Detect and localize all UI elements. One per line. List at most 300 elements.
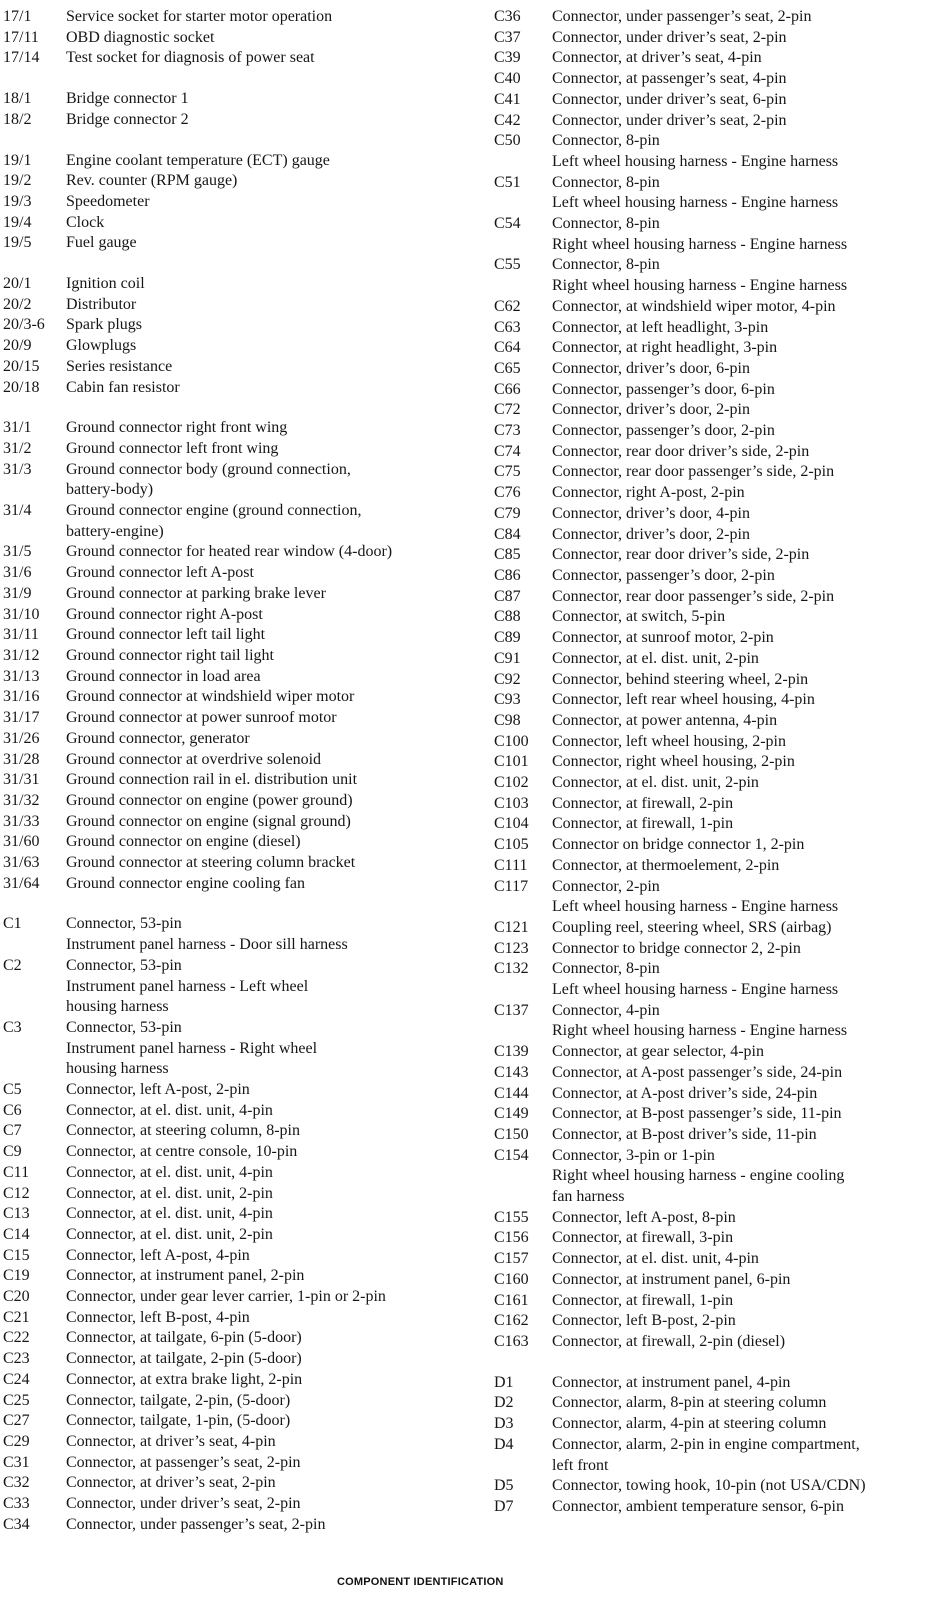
description-line: Right wheel housing harness - Engine harness	[552, 1022, 848, 1040]
component-row	[3, 28, 473, 49]
component-description	[552, 607, 943, 628]
description-line: battery-body)	[66, 481, 154, 499]
page-footer-title: COMPONENT IDENTIFICATION	[337, 1576, 504, 1588]
description-line: Ground connector on engine (signal ground)	[66, 812, 351, 830]
description-line: Connector, rear door passenger’s side, 2-pin	[552, 463, 835, 481]
description-line: Ground connector left tail light	[66, 626, 266, 644]
component-code: C137	[494, 1001, 529, 1019]
description-line: Distributor	[66, 295, 137, 313]
component-description	[66, 625, 473, 646]
component-code: C54	[494, 215, 521, 233]
description-line: housing harness	[66, 1060, 169, 1078]
component-row	[494, 732, 943, 753]
component-code: 31/1	[3, 419, 32, 437]
component-code: D7	[494, 1497, 514, 1515]
description-line: Right wheel housing harness - Engine harness	[552, 235, 848, 253]
description-line: Ground connector for heated rear window (4-door)	[66, 543, 393, 561]
description-line: Glowplugs	[66, 337, 137, 355]
component-code: D3	[494, 1415, 514, 1433]
component-row	[494, 297, 943, 318]
description-line: Connector, under driver’s seat, 2-pin	[66, 1495, 301, 1513]
component-description	[66, 501, 473, 542]
component-code: D2	[494, 1394, 514, 1412]
component-group	[494, 7, 943, 1353]
description-line: Connector, rear door driver’s side, 2-pin	[552, 442, 810, 460]
component-description	[552, 1104, 943, 1125]
description-line: Connector, left A-post, 2-pin	[66, 1081, 250, 1099]
component-description	[66, 439, 473, 460]
component-code: C34	[3, 1515, 30, 1533]
component-row	[494, 1146, 943, 1208]
component-row	[494, 1208, 943, 1229]
description-line: Connector, at thermoelement, 2-pin	[552, 856, 780, 874]
component-description	[552, 214, 943, 255]
component-row	[494, 318, 943, 339]
component-code: 31/2	[3, 439, 32, 457]
component-description	[66, 357, 473, 378]
description-line: Left wheel housing harness - Engine harness	[552, 152, 839, 170]
component-description	[552, 7, 943, 28]
component-description	[66, 853, 473, 874]
description-line: Connector, 53-pin	[66, 1018, 182, 1036]
component-code: C105	[494, 836, 529, 854]
component-description	[552, 670, 943, 691]
component-code: 31/32	[3, 791, 40, 809]
description-line: Connector, driver’s door, 4-pin	[552, 504, 750, 522]
description-line: Service socket for starter motor operation	[66, 8, 333, 25]
component-row	[494, 1476, 943, 1497]
component-description	[66, 110, 473, 131]
component-row	[494, 918, 943, 939]
component-code: C24	[3, 1370, 30, 1388]
description-line: Ground connector on engine (diesel)	[66, 833, 301, 851]
component-description	[552, 69, 943, 90]
component-description	[66, 1370, 473, 1391]
component-code: C86	[494, 566, 521, 584]
component-row	[3, 151, 473, 172]
description-line: Instrument panel harness - Left wheel	[66, 977, 309, 995]
component-row	[494, 939, 943, 960]
component-row	[3, 1473, 473, 1494]
description-line: Connector, 53-pin	[66, 915, 182, 933]
component-row	[3, 1204, 473, 1225]
component-description	[66, 542, 473, 563]
component-row	[494, 670, 943, 691]
description-line: Connector, right A-post, 2-pin	[552, 484, 745, 502]
component-description	[66, 1494, 473, 1515]
component-description	[552, 525, 943, 546]
component-code: C29	[3, 1433, 30, 1450]
component-group	[3, 914, 473, 1535]
component-code: C154	[494, 1146, 529, 1164]
component-description	[552, 1125, 943, 1146]
description-line: Connector, under driver’s seat, 6-pin	[552, 90, 787, 108]
component-description	[552, 359, 943, 380]
component-code: 31/11	[3, 626, 39, 644]
component-code: C33	[3, 1495, 30, 1513]
component-description	[66, 1432, 473, 1453]
component-row	[3, 7, 473, 28]
description-line: Ground connector at steering column bracket	[66, 854, 356, 872]
component-row	[494, 587, 943, 608]
component-row	[494, 442, 943, 463]
description-line: Connector, at firewall, 2-pin	[552, 794, 734, 812]
component-code: 31/10	[3, 605, 40, 623]
component-code: C75	[494, 463, 521, 481]
description-line: Ground connector left front wing	[66, 439, 279, 457]
component-code: C64	[494, 339, 521, 357]
component-row	[494, 504, 943, 525]
description-line: Ground connector right A-post	[66, 605, 263, 623]
component-row	[494, 1063, 943, 1084]
component-code: C163	[494, 1333, 529, 1350]
component-description	[552, 90, 943, 111]
description-line: Connector, left rear wheel housing, 4-pin	[552, 691, 815, 709]
component-row	[3, 378, 473, 399]
component-code: 31/6	[3, 564, 32, 582]
component-description	[552, 1208, 943, 1229]
component-description	[66, 914, 473, 955]
component-description	[552, 255, 943, 296]
component-row	[494, 1332, 943, 1353]
component-description	[66, 1121, 473, 1142]
component-code: 31/5	[3, 543, 32, 561]
description-line: housing harness	[66, 998, 169, 1016]
component-description	[552, 545, 943, 566]
component-row	[3, 1411, 473, 1432]
component-description	[66, 192, 473, 213]
component-description	[552, 752, 943, 773]
component-code: C40	[494, 70, 521, 88]
component-code: 17/1	[3, 8, 32, 25]
component-description	[552, 566, 943, 587]
component-group	[3, 418, 473, 894]
component-code: C79	[494, 504, 521, 522]
component-code: C149	[494, 1105, 529, 1123]
component-description	[66, 233, 473, 254]
component-description	[66, 315, 473, 336]
component-row	[3, 1163, 473, 1184]
component-description	[66, 1204, 473, 1225]
component-row	[3, 501, 473, 542]
component-row	[3, 646, 473, 667]
component-row	[3, 233, 473, 254]
component-row	[3, 956, 473, 1018]
component-row	[494, 400, 943, 421]
component-description	[66, 1163, 473, 1184]
component-row	[494, 1497, 943, 1518]
description-line: Cabin fan resistor	[66, 378, 180, 396]
component-code: C89	[494, 629, 521, 647]
component-row	[494, 7, 943, 28]
description-line: Connector, ambient temperature sensor, 6-pin	[552, 1497, 844, 1515]
component-code: C84	[494, 525, 521, 543]
component-code: C12	[3, 1184, 30, 1202]
component-description	[552, 380, 943, 401]
component-row	[3, 1349, 473, 1370]
description-line: Connector to bridge connector 2, 2-pin	[552, 939, 801, 957]
component-code: C31	[3, 1453, 30, 1471]
component-description	[66, 646, 473, 667]
description-line: Connector, at instrument panel, 4-pin	[552, 1373, 791, 1391]
component-description	[552, 483, 943, 504]
component-code: C74	[494, 442, 521, 460]
description-line: Connector, 8-pin	[552, 132, 660, 150]
description-line: Connector, at centre console, 10-pin	[66, 1143, 298, 1161]
component-row	[494, 462, 943, 483]
component-row	[494, 690, 943, 711]
component-description	[552, 1497, 943, 1518]
description-line: Ground connector engine cooling fan	[66, 874, 306, 892]
component-row	[494, 28, 943, 49]
component-row	[494, 752, 943, 773]
component-code: C15	[3, 1246, 30, 1264]
component-description	[66, 1246, 473, 1267]
component-code: C88	[494, 608, 521, 626]
component-description	[552, 711, 943, 732]
component-row	[3, 274, 473, 295]
description-line: Rev. counter (RPM gauge)	[66, 172, 238, 190]
component-row	[494, 380, 943, 401]
component-row	[3, 48, 473, 69]
description-line: Connector, passenger’s door, 2-pin	[552, 566, 775, 584]
component-code: C27	[3, 1412, 30, 1430]
component-row	[494, 1270, 943, 1291]
component-code: 19/4	[3, 213, 32, 231]
description-line: Connector, at el. dist. unit, 4-pin	[66, 1163, 273, 1181]
component-row	[494, 773, 943, 794]
component-description	[66, 1225, 473, 1246]
description-line: Connector, driver’s door, 2-pin	[552, 525, 750, 543]
component-code: C85	[494, 546, 521, 564]
component-code: C102	[494, 774, 529, 792]
component-code: C1	[3, 915, 22, 933]
description-line: Ground connector at windshield wiper motor	[66, 688, 355, 706]
description-line: Connector, at passenger’s seat, 4-pin	[552, 70, 787, 88]
component-row	[3, 708, 473, 729]
component-row	[3, 1453, 473, 1474]
description-line: Ground connector at power sunroof motor	[66, 709, 337, 727]
description-line: Connector, at passenger’s seat, 2-pin	[66, 1453, 301, 1471]
component-row	[3, 1246, 473, 1267]
description-line: Connector, 4-pin	[552, 1001, 660, 1019]
component-code: 31/17	[3, 709, 40, 727]
component-code: 31/3	[3, 460, 32, 478]
description-line: Fuel gauge	[66, 234, 137, 252]
component-description	[66, 1142, 473, 1163]
component-code: C19	[3, 1267, 30, 1285]
description-line: Connector, at el. dist. unit, 2-pin	[66, 1225, 273, 1243]
component-description	[552, 1270, 943, 1291]
component-code: D1	[494, 1373, 514, 1391]
component-code: C62	[494, 297, 521, 315]
description-line: Connector, at extra brake light, 2-pin	[66, 1370, 303, 1388]
description-line: Connector, behind steering wheel, 2-pin	[552, 670, 809, 688]
component-list-column-right	[494, 7, 943, 1538]
component-code: 31/26	[3, 729, 40, 747]
description-line: Ground connector at parking brake lever	[66, 584, 326, 602]
description-line: Connector, passenger’s door, 2-pin	[552, 422, 775, 440]
component-row	[3, 1266, 473, 1287]
component-description	[66, 1018, 473, 1080]
component-row	[3, 110, 473, 131]
component-code: C13	[3, 1205, 30, 1223]
component-description	[552, 1146, 943, 1208]
component-row	[494, 1249, 943, 1270]
component-code: C117	[494, 877, 529, 895]
component-row	[3, 542, 473, 563]
component-description	[552, 111, 943, 132]
description-line: Ground connector at overdrive solenoid	[66, 750, 322, 768]
component-description	[66, 1453, 473, 1474]
component-description	[552, 690, 943, 711]
component-row	[494, 711, 943, 732]
component-description	[66, 418, 473, 439]
description-line: Ground connector, generator	[66, 729, 250, 747]
description-line: Left wheel housing harness - Engine harness	[552, 981, 839, 999]
component-row	[494, 814, 943, 835]
component-row	[494, 111, 943, 132]
description-line: Ground connector left A-post	[66, 564, 254, 582]
description-line: Connector, at power antenna, 4-pin	[552, 711, 778, 729]
description-line: Ground connector on engine (power ground)	[66, 791, 353, 809]
component-row	[3, 1225, 473, 1246]
component-code: C36	[494, 8, 521, 25]
component-row	[3, 336, 473, 357]
component-row	[3, 460, 473, 501]
component-code: C111	[494, 856, 528, 874]
description-line: Ground connector right front wing	[66, 419, 288, 437]
component-description	[66, 729, 473, 750]
description-line: Connector, at A-post passenger’s side, 24-pin	[552, 1063, 843, 1081]
component-code: 31/28	[3, 750, 40, 768]
component-code: C101	[494, 753, 529, 771]
component-row	[494, 1084, 943, 1105]
description-line: Connector, at el. dist. unit, 2-pin	[552, 649, 759, 667]
component-description	[552, 1042, 943, 1063]
description-line: Connector, at el. dist. unit, 4-pin	[66, 1205, 273, 1223]
component-description	[66, 687, 473, 708]
description-line: Connector, 8-pin	[552, 215, 660, 233]
component-description	[552, 939, 943, 960]
component-row	[494, 483, 943, 504]
description-line: Connector, at instrument panel, 6-pin	[552, 1270, 791, 1288]
component-description	[552, 1228, 943, 1249]
description-line: Instrument panel harness - Right wheel	[66, 1039, 318, 1057]
component-description	[552, 649, 943, 670]
component-description	[66, 812, 473, 833]
component-code: 20/1	[3, 275, 32, 293]
component-row	[3, 625, 473, 646]
component-description	[66, 213, 473, 234]
component-description	[552, 400, 943, 421]
component-description	[552, 1435, 943, 1476]
component-code: C160	[494, 1270, 529, 1288]
component-row	[494, 649, 943, 670]
component-description	[552, 318, 943, 339]
component-code: 31/16	[3, 688, 40, 706]
component-row	[494, 628, 943, 649]
description-line: Connector, left wheel housing, 2-pin	[552, 732, 786, 750]
component-code: 31/63	[3, 854, 40, 872]
description-line: Connector, at driver’s seat, 4-pin	[66, 1433, 276, 1450]
component-description	[552, 421, 943, 442]
description-line: Bridge connector 1	[66, 90, 189, 108]
component-description	[552, 1311, 943, 1332]
description-line: Engine coolant temperature (ECT) gauge	[66, 151, 330, 169]
component-description	[66, 956, 473, 1018]
component-description	[66, 1266, 473, 1287]
component-row	[3, 418, 473, 439]
component-row	[494, 173, 943, 214]
component-row	[3, 1142, 473, 1163]
description-line: Connector, at tailgate, 6-pin (5-door)	[66, 1329, 302, 1347]
description-line: Connector, under passenger’s seat, 2-pin	[552, 8, 812, 25]
description-line: Connector, at el. dist. unit, 2-pin	[552, 774, 759, 792]
component-description	[66, 1328, 473, 1349]
description-line: Connector, at B-post passenger’s side, 11-pin	[552, 1105, 842, 1123]
description-line: OBD diagnostic socket	[66, 28, 215, 46]
component-row	[494, 1373, 943, 1394]
component-code: C73	[494, 422, 521, 440]
component-row	[494, 131, 943, 172]
component-code: C42	[494, 111, 521, 129]
component-description	[552, 794, 943, 815]
description-line: Connector, at firewall, 1-pin	[552, 815, 734, 833]
component-description	[552, 297, 943, 318]
component-code: C7	[3, 1122, 22, 1140]
component-description	[552, 773, 943, 794]
description-line: Instrument panel harness - Door sill harness	[66, 936, 348, 954]
description-line: Connector, 8-pin	[552, 256, 660, 274]
component-code: C98	[494, 711, 521, 729]
component-code: C37	[494, 28, 521, 46]
component-row	[3, 1308, 473, 1329]
component-code: C87	[494, 587, 521, 605]
description-line: Coupling reel, steering wheel, SRS (airbag)	[552, 918, 832, 936]
description-line: Right wheel housing harness - Engine harness	[552, 277, 848, 295]
description-line: Connector, alarm, 8-pin at steering column	[552, 1394, 827, 1412]
component-code: C91	[494, 649, 521, 667]
component-description	[66, 460, 473, 501]
component-code: C63	[494, 318, 521, 336]
component-code: C123	[494, 939, 529, 957]
component-row	[494, 1291, 943, 1312]
component-code: 31/9	[3, 584, 32, 602]
component-row	[3, 1018, 473, 1080]
description-line: Connector, under driver’s seat, 2-pin	[552, 28, 787, 46]
component-description	[552, 504, 943, 525]
component-code: 20/15	[3, 357, 40, 375]
component-row	[494, 1228, 943, 1249]
description-line: Connector, driver’s door, 2-pin	[552, 401, 750, 419]
component-description	[66, 832, 473, 853]
component-code: 31/64	[3, 874, 40, 892]
description-line: Connector, left B-post, 2-pin	[552, 1312, 736, 1330]
component-row	[3, 791, 473, 812]
component-description	[66, 28, 473, 49]
component-row	[3, 770, 473, 791]
description-line: Ground connector in load area	[66, 667, 261, 685]
component-code: C139	[494, 1043, 529, 1061]
component-description	[66, 1184, 473, 1205]
component-row	[494, 959, 943, 1000]
component-description	[552, 442, 943, 463]
component-description	[552, 131, 943, 172]
component-code: 20/2	[3, 295, 32, 313]
component-code: C5	[3, 1081, 22, 1099]
component-group	[3, 89, 473, 130]
